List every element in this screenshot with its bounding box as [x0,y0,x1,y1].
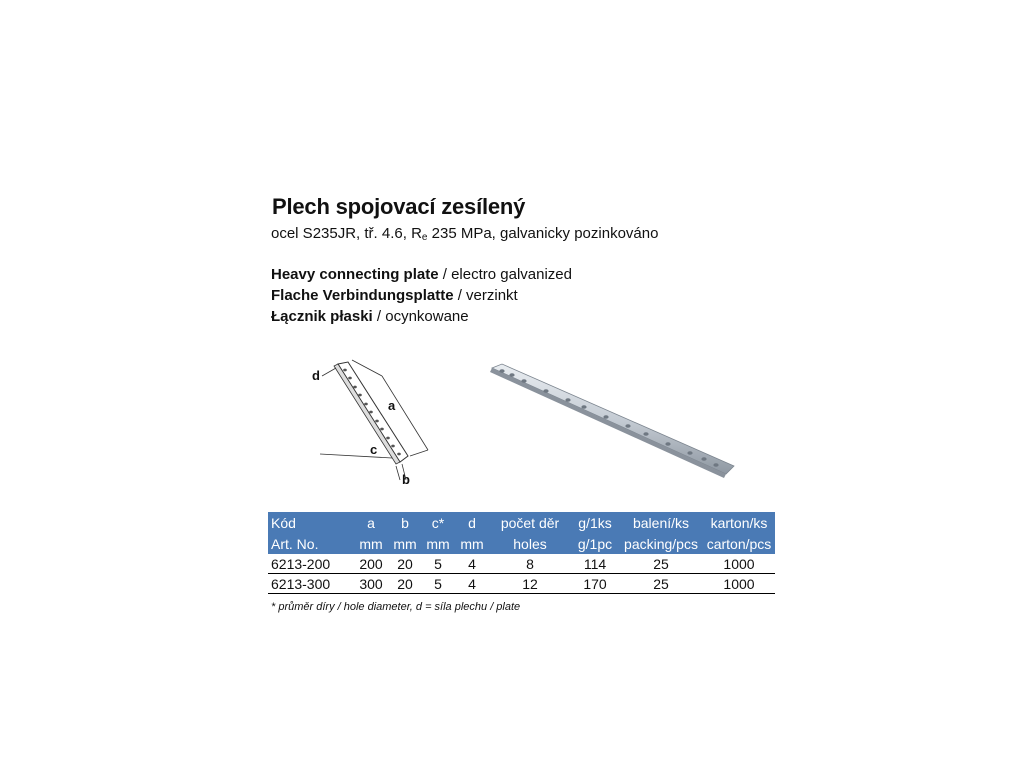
subtitle-text-start: ocel S235JR, tř. 4.6, R [271,225,422,242]
header-packing: balení/ks [619,512,703,533]
header-unit-a: mm [353,533,389,554]
dimension-label-b: b [402,472,410,487]
header-unit-b: mm [389,533,421,554]
language-note-de: / verzinkt [453,287,518,304]
cell-code: 6213-200 [268,554,353,574]
galvanized-plate [490,364,734,478]
language-name-pl: Łącznik płaski [271,308,373,325]
header-weight-en: g/1pc [571,533,619,554]
table-row [268,574,775,594]
language-line-pl [271,308,469,325]
cell-carton: 1000 [703,554,775,574]
dimension-label-d: d [312,368,320,383]
cell-b: 20 [389,574,421,594]
language-name-de: Flache Verbindungsplatte [271,287,454,304]
specification-table [268,512,775,594]
cell-b: 20 [389,554,421,574]
header-b: b [389,512,421,533]
subtitle-subscript: e [421,232,428,243]
cell-weight: 114 [571,554,619,574]
table-row [268,554,775,574]
dimension-label-c: c [370,442,378,457]
cell-a: 300 [353,574,389,594]
language-note-pl: / ocynkowane [372,308,469,325]
plate-technical-drawing [300,356,430,496]
cell-c: 5 [421,574,455,594]
product-subtitle [271,225,658,243]
cell-a: 200 [353,554,389,574]
language-note-en: / electro galvanized [438,266,572,283]
header-holes-en: holes [489,533,571,554]
language-line-en [271,266,572,283]
table-header-row [268,533,775,554]
header-unit-c: mm [421,533,455,554]
header-unit-d: mm [455,533,489,554]
cell-weight: 170 [571,574,619,594]
language-line-de [271,287,518,304]
language-name-en: Heavy connecting plate [271,266,439,283]
header-c: c* [421,512,455,533]
header-holes: počet děr [489,512,571,533]
header-carton-en: carton/pcs [703,533,775,554]
product-title: Plech spojovací zesílený [272,194,526,219]
header-code: Kód [268,512,353,533]
cell-packing: 25 [619,574,703,594]
cell-code: 6213-300 [268,574,353,594]
header-d: d [455,512,489,533]
cell-packing: 25 [619,554,703,574]
cell-d: 4 [455,554,489,574]
cell-c: 5 [421,554,455,574]
header-carton: karton/ks [703,512,775,533]
cell-holes: 12 [489,574,571,594]
plate-product-photo [488,362,738,482]
header-packing-en: packing/pcs [619,533,703,554]
subtitle-text-end: 235 MPa, galvanicky pozinkováno [427,225,659,242]
cell-d: 4 [455,574,489,594]
cell-holes: 8 [489,554,571,574]
cell-carton: 1000 [703,574,775,594]
dimension-label-a: a [388,398,396,413]
header-a: a [353,512,389,533]
header-weight: g/1ks [571,512,619,533]
header-art-no: Art. No. [268,533,353,554]
table-footnote: * průměr díry / hole diameter, d = síla plechu / plate [271,601,521,613]
table-header-row [268,512,775,533]
